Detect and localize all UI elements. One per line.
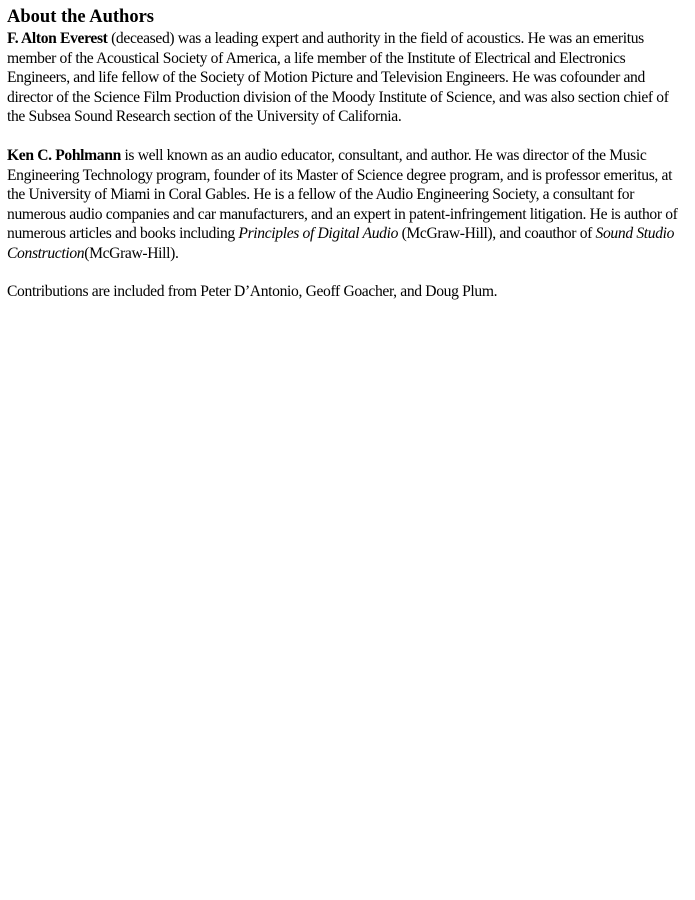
book-title-principles: Principles of Digital Audio bbox=[238, 225, 399, 243]
section-heading: About the Authors bbox=[7, 7, 154, 27]
author-bio-text-pohlmann-1: is well known as an audio educator, consultant, and author. He was director of the Music Engineering Technology program, founder of its Master of Science degree program, and is professor emeritus, at the University of Miami in Coral Gables. He is a fellow of the Audio Engineering Society, a consultant for numerous audio companies and car manufacturers, and an expert in patent-infringement litigation. He is author of numerous articles and books including bbox=[7, 146, 678, 243]
book-title-sound-studio: Sound Studio Construction bbox=[7, 225, 675, 262]
author-bio-everest bbox=[7, 29, 689, 127]
author-bio-pohlmann bbox=[7, 146, 689, 264]
contributions-note: Contributions are included from Peter D’Antonio, Geoff Goacher, and Doug Plum. bbox=[7, 282, 498, 300]
author-bio-text-everest: (deceased) was a leading expert and authority in the field of acoustics. He was an emeritus member of the Acoustical Society of America, a life member of the Institute of Electrical and Electronics Engineers, and life fellow of the Society of Motion Picture and Television Engineers. He was cofounder and director of the Science Film Production division of the Moody Institute of Science, and was also section chief of the Subsea Sound Research section of the University of California. bbox=[7, 30, 669, 126]
author-name-pohlmann: Ken C. Pohlmann bbox=[7, 146, 121, 164]
author-bio-text-pohlmann-3: (McGraw-Hill). bbox=[84, 244, 179, 262]
author-name-everest: F. Alton Everest bbox=[7, 30, 108, 47]
author-bio-text-pohlmann-2: (McGraw-Hill), and coauthor of bbox=[398, 225, 596, 243]
